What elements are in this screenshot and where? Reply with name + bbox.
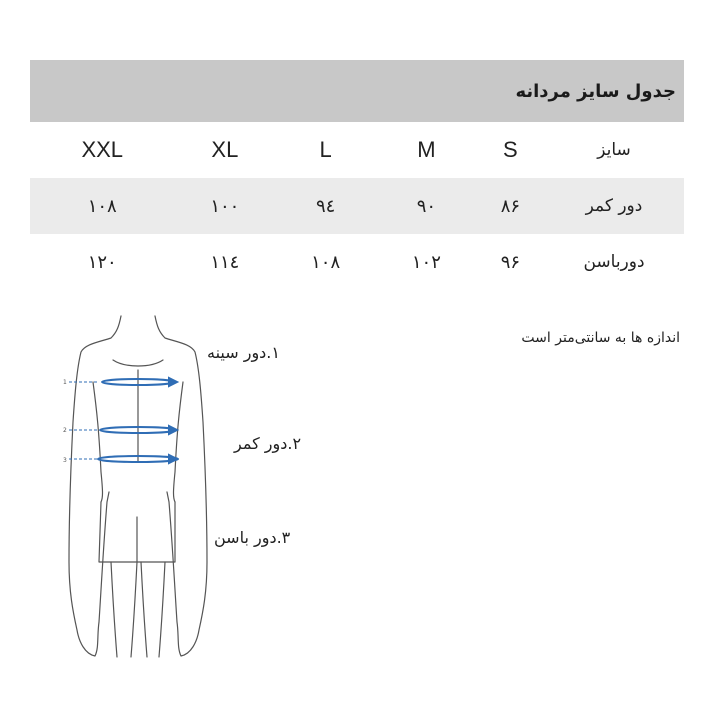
title-bar: [30, 60, 684, 122]
body-figure-illustration: [55, 312, 225, 662]
value-cell: ١٠٢: [411, 251, 441, 273]
value-cell: ١٢٠: [87, 251, 117, 273]
size-header-row: [30, 122, 684, 178]
value-cell: ٩۶: [500, 251, 521, 273]
value-cell: ١١٤: [210, 251, 240, 273]
marker-label-2: 2: [63, 427, 67, 434]
waist-arrow: [69, 426, 177, 434]
hip-arrow: [69, 455, 178, 463]
waist-measure-label: ۲.دور کمر: [234, 434, 302, 453]
marker-label-3: 3: [63, 457, 67, 464]
table-row: [30, 178, 684, 234]
size-cell: M: [417, 137, 436, 162]
row-label: دورباسن: [583, 252, 645, 272]
value-cell: ١٠٨: [311, 251, 341, 273]
size-cell: XL: [211, 137, 239, 162]
units-note: اندازه ها به سانتی‌متر است: [521, 330, 680, 346]
chest-arrow: [69, 378, 177, 386]
size-cell: L: [319, 137, 332, 162]
table-row: [30, 234, 684, 290]
page-title: جدول سایز مردانه: [515, 80, 676, 102]
row-label: سایز: [597, 140, 631, 160]
chest-measure-label: ۱.دور سینه: [207, 343, 280, 362]
row-label: دور کمر: [585, 196, 643, 216]
marker-label-1: 1: [63, 379, 67, 386]
value-cell: ٨۶: [500, 195, 521, 217]
size-table: [30, 122, 684, 290]
hip-measure-label: ۳.دور باسن: [214, 528, 291, 547]
value-cell: ١٠٠: [210, 195, 240, 217]
value-cell: ٩٤: [315, 195, 336, 217]
size-cell: XXL: [81, 137, 124, 162]
value-cell: ٩٠: [416, 195, 437, 217]
value-cell: ١٠٨: [87, 195, 117, 217]
size-cell: S: [503, 137, 518, 162]
